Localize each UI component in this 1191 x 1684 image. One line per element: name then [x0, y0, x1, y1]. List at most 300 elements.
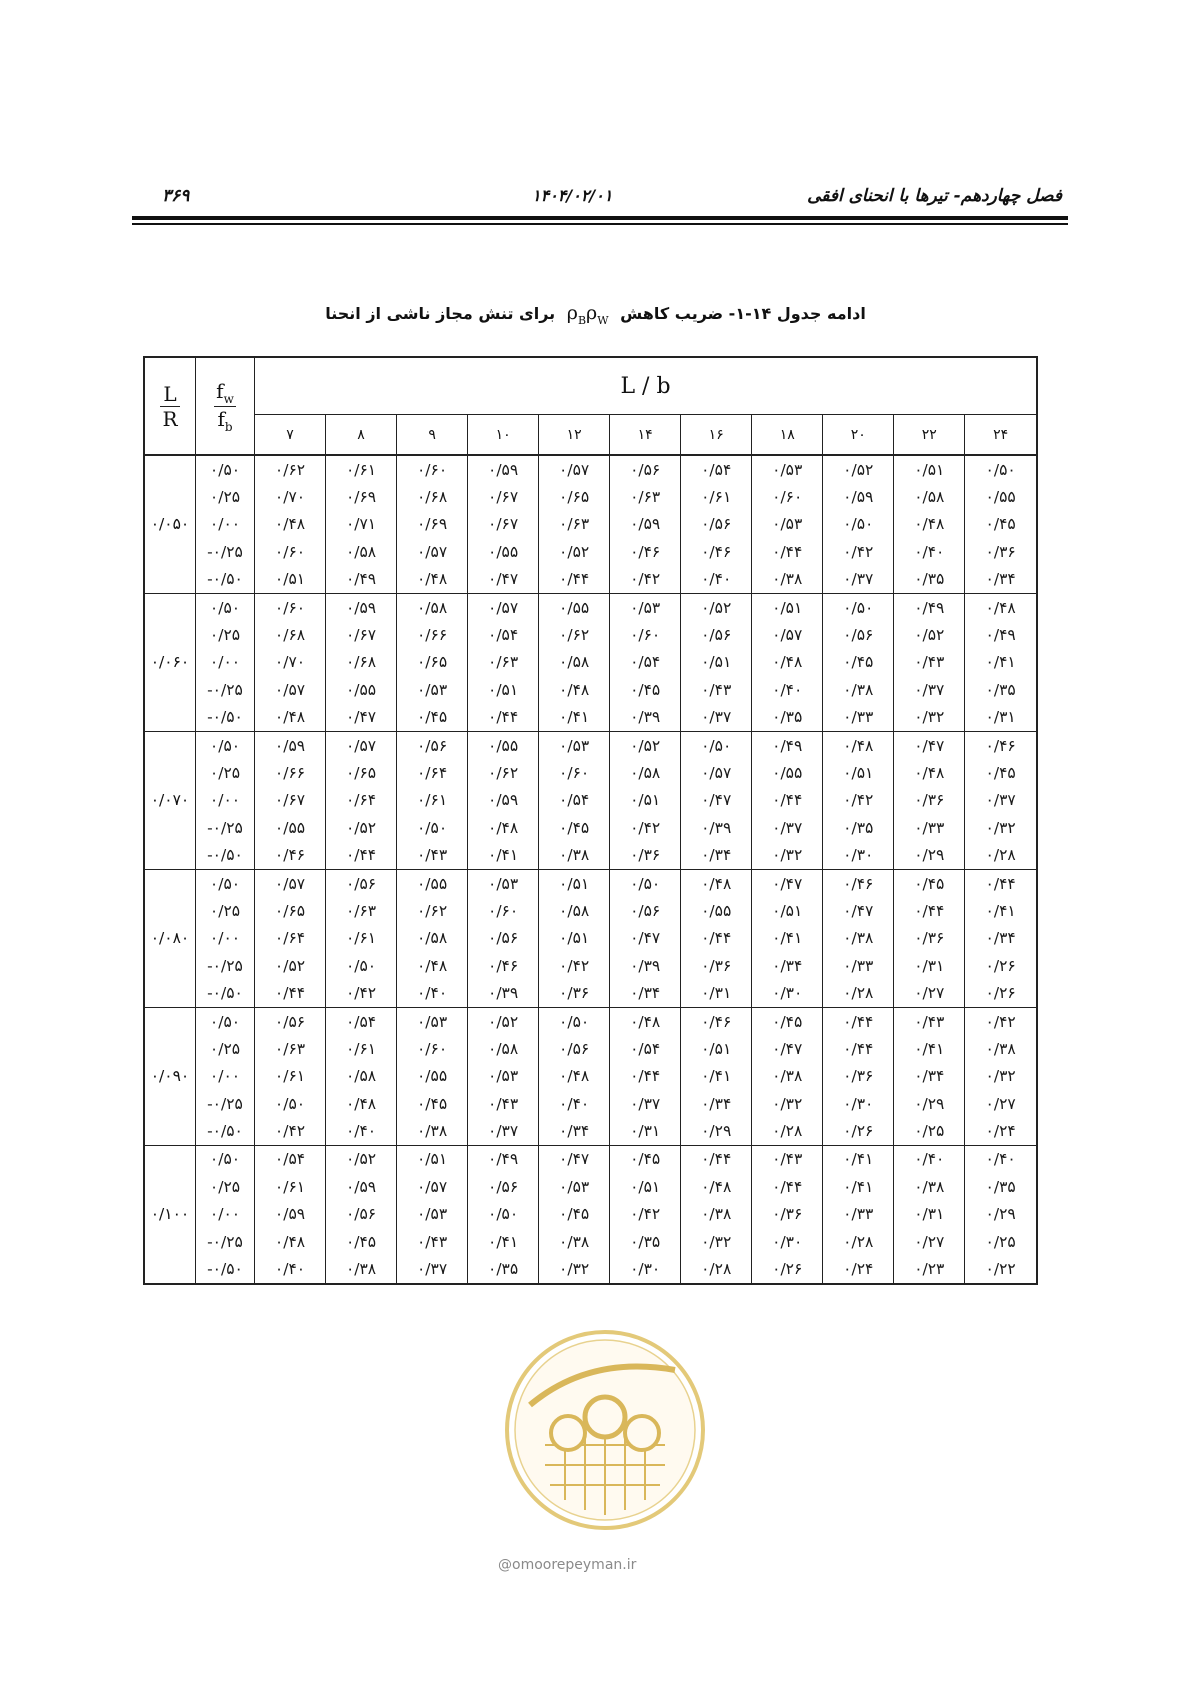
coefficient-cell: ۰/۴۷	[610, 925, 681, 952]
coefficient-cell: ۰/۴۲	[326, 979, 397, 1007]
coefficient-cell: ۰/۶۱	[326, 455, 397, 483]
coefficient-cell: ۰/۴۶	[468, 952, 539, 979]
caption-suffix: برای تنش مجاز ناشی از انحنا	[325, 304, 556, 323]
coefficient-cell: ۰/۵۷	[752, 621, 823, 648]
coefficient-cell: ۰/۵۱	[539, 869, 610, 897]
header-fw-over-fb: $\frac{f_w}{f_b}$	[196, 357, 255, 455]
fw-value: ۰/۵۰	[196, 1145, 255, 1173]
coefficient-cell: ۰/۲۴	[965, 1117, 1037, 1145]
coefficient-cell: ۰/۵۵	[326, 676, 397, 703]
coefficient-cell: ۰/۶۹	[397, 511, 468, 538]
coefficient-cell: ۰/۳۴	[894, 1063, 965, 1090]
coefficient-cell: ۰/۵۲	[326, 1145, 397, 1173]
coefficient-cell: ۰/۵۳	[539, 1173, 610, 1200]
table-row	[144, 538, 1037, 565]
coefficient-cell: ۰/۶۵	[326, 759, 397, 786]
coefficient-cell: ۰/۵۴	[539, 787, 610, 814]
coefficient-cell: ۰/۴۲	[610, 1201, 681, 1228]
table-row	[144, 1145, 1037, 1173]
watermark-logo	[500, 1325, 710, 1535]
coefficient-cell: ۰/۶۲	[539, 621, 610, 648]
coefficient-cell: ۰/۳۳	[823, 1201, 894, 1228]
coefficient-cell: ۰/۴۳	[397, 841, 468, 869]
coefficient-cell: ۰/۴۸	[681, 869, 752, 897]
coefficient-cell: ۰/۴۵	[752, 1007, 823, 1035]
coefficient-cell: ۰/۴۹	[326, 566, 397, 594]
coefficient-cell: ۰/۴۰	[397, 979, 468, 1007]
coefficient-cell: ۰/۲۶	[965, 979, 1037, 1007]
table-row	[144, 979, 1037, 1007]
coefficient-cell: ۰/۵۶	[326, 869, 397, 897]
coefficient-cell: ۰/۳۴	[681, 841, 752, 869]
coefficient-cell: ۰/۵۴	[610, 649, 681, 676]
column-header: ۱۰	[468, 415, 539, 456]
coefficient-cell: ۰/۵۸	[610, 759, 681, 786]
coefficient-cell: ۰/۴۲	[610, 814, 681, 841]
coefficient-cell: ۰/۳۸	[539, 1228, 610, 1255]
table-row	[144, 759, 1037, 786]
chapter-title: فصل چهاردهم- تیرها با انحنای افقی	[807, 186, 1062, 206]
coefficient-cell: ۰/۴۰	[965, 1145, 1037, 1173]
coefficient-cell: ۰/۴۴	[823, 1007, 894, 1035]
coefficient-cell: ۰/۴۶	[823, 869, 894, 897]
coefficient-cell: ۰/۴۲	[823, 787, 894, 814]
coefficient-cell: ۰/۵۲	[468, 1007, 539, 1035]
page-number: ۳۶۹	[162, 186, 190, 206]
coefficient-cell: ۰/۴۵	[965, 759, 1037, 786]
page-header	[132, 186, 1062, 216]
table-row	[144, 1228, 1037, 1255]
coefficient-cell: ۰/۵۶	[823, 621, 894, 648]
coefficient-cell: ۰/۵۳	[397, 676, 468, 703]
coefficient-cell: ۰/۶۲	[468, 759, 539, 786]
coefficient-cell: ۰/۵۸	[539, 897, 610, 924]
coefficient-cell: ۰/۴۸	[894, 759, 965, 786]
coefficient-cell: ۰/۲۶	[965, 952, 1037, 979]
watermark-site: @omoorepeyman.ir	[498, 1557, 637, 1573]
coefficient-cell: ۰/۴۷	[468, 566, 539, 594]
coefficient-cell: ۰/۴۸	[468, 814, 539, 841]
coefficient-cell: ۰/۵۷	[255, 869, 326, 897]
column-header: ۹	[397, 415, 468, 456]
coefficient-cell: ۰/۴۳	[894, 649, 965, 676]
fw-value: ۰/۰۰	[196, 511, 255, 538]
coefficient-cell: ۰/۳۰	[610, 1255, 681, 1283]
coefficient-cell: ۰/۴۱	[468, 1228, 539, 1255]
coefficient-cell: ۰/۵۵	[397, 1063, 468, 1090]
coefficient-cell: ۰/۵۸	[894, 483, 965, 510]
table-row	[144, 952, 1037, 979]
coefficient-cell: ۰/۴۷	[326, 704, 397, 732]
coefficient-cell: ۰/۳۲	[752, 1090, 823, 1117]
coefficient-cell: ۰/۵۵	[255, 814, 326, 841]
coefficient-cell: ۰/۶۰	[397, 1035, 468, 1062]
coefficient-cell: ۰/۶۲	[397, 897, 468, 924]
coefficient-cell: ۰/۴۸	[539, 1063, 610, 1090]
coefficient-cell: ۰/۴۴	[752, 538, 823, 565]
coefficient-cell: ۰/۴۷	[823, 897, 894, 924]
coefficient-cell: ۰/۵۶	[681, 511, 752, 538]
coefficient-cell: ۰/۶۰	[255, 538, 326, 565]
coefficient-cell: ۰/۳۸	[965, 1035, 1037, 1062]
coefficient-cell: ۰/۵۱	[468, 676, 539, 703]
coefficient-cell: ۰/۴۸	[397, 952, 468, 979]
coefficient-cell: ۰/۵۴	[255, 1145, 326, 1173]
coefficient-cell: ۰/۲۹	[894, 1090, 965, 1117]
coefficient-cell: ۰/۴۰	[894, 1145, 965, 1173]
coefficient-cell: ۰/۵۸	[326, 538, 397, 565]
coefficient-cell: ۰/۵۴	[468, 621, 539, 648]
table-row	[144, 621, 1037, 648]
coefficient-cell: ۰/۳۷	[752, 814, 823, 841]
coefficient-cell: ۰/۵۵	[965, 483, 1037, 510]
coefficient-cell: ۰/۳۸	[681, 1201, 752, 1228]
coefficient-cell: ۰/۵۴	[326, 1007, 397, 1035]
column-header-row	[144, 415, 1037, 456]
coefficient-cell: ۰/۵۷	[468, 593, 539, 621]
coefficient-cell: ۰/۴۷	[752, 869, 823, 897]
table-row	[144, 676, 1037, 703]
coefficient-cell: ۰/۵۷	[255, 676, 326, 703]
coefficient-cell: ۰/۵۱	[610, 787, 681, 814]
coefficient-cell: ۰/۳۷	[894, 676, 965, 703]
coefficient-cell: ۰/۲۶	[823, 1117, 894, 1145]
coefficient-cell: ۰/۳۱	[894, 952, 965, 979]
coefficient-cell: ۰/۵۸	[539, 649, 610, 676]
coefficient-cell: ۰/۳۸	[326, 1255, 397, 1283]
coefficient-cell: ۰/۳۴	[752, 952, 823, 979]
column-header: ۷	[255, 415, 326, 456]
coefficient-cell: ۰/۵۹	[468, 455, 539, 483]
coefficient-cell: ۰/۴۱	[823, 1173, 894, 1200]
coefficient-cell: ۰/۴۵	[965, 511, 1037, 538]
coefficient-cell: ۰/۴۲	[823, 538, 894, 565]
coefficient-cell: ۰/۵۳	[397, 1201, 468, 1228]
coefficient-cell: ۰/۵۹	[468, 787, 539, 814]
coefficient-cell: ۰/۴۸	[255, 1228, 326, 1255]
coefficient-cell: ۰/۵۱	[255, 566, 326, 594]
caption-prefix: ادامه جدول ۱۴-۱- ضریب کاهش	[620, 304, 866, 323]
coefficient-cell: ۰/۳۵	[752, 704, 823, 732]
coefficient-cell: ۰/۴۵	[539, 814, 610, 841]
coefficient-cell: ۰/۵۲	[539, 538, 610, 565]
coefficient-cell: ۰/۵۶	[610, 897, 681, 924]
coefficient-cell: ۰/۶۷	[255, 787, 326, 814]
coefficient-cell: ۰/۴۸	[752, 649, 823, 676]
coefficient-cell: ۰/۶۸	[397, 483, 468, 510]
coefficient-cell: ۰/۳۲	[752, 841, 823, 869]
fw-value: -۰/۲۵	[196, 814, 255, 841]
coefficient-cell: ۰/۲۲	[965, 1255, 1037, 1283]
coefficient-cell: ۰/۵۱	[681, 649, 752, 676]
coefficient-cell: ۰/۶۴	[326, 787, 397, 814]
coefficient-cell: ۰/۵۶	[681, 621, 752, 648]
coefficient-cell: ۰/۳۱	[610, 1117, 681, 1145]
coefficient-cell: ۰/۴۸	[255, 511, 326, 538]
coefficient-cell: ۰/۵۵	[681, 897, 752, 924]
coefficient-cell: ۰/۵۰	[823, 511, 894, 538]
coefficient-cell: ۰/۳۷	[823, 566, 894, 594]
coefficient-cell: ۰/۳۴	[965, 566, 1037, 594]
table-row	[144, 869, 1037, 897]
fw-value: ۰/۰۰	[196, 649, 255, 676]
coefficient-cell: ۰/۶۱	[326, 1035, 397, 1062]
coefficient-cell: ۰/۵۱	[397, 1145, 468, 1173]
coefficient-cell: ۰/۶۱	[255, 1173, 326, 1200]
fw-value: ۰/۰۰	[196, 1063, 255, 1090]
coefficient-cell: ۰/۴۹	[752, 731, 823, 759]
lr-value: ۰/۰۷۰	[144, 731, 196, 869]
table-row	[144, 1090, 1037, 1117]
coefficient-cell: ۰/۵۲	[255, 952, 326, 979]
coefficient-cell: ۰/۴۰	[326, 1117, 397, 1145]
coefficient-cell: ۰/۴۵	[894, 869, 965, 897]
coefficient-cell: ۰/۶۷	[326, 621, 397, 648]
coefficient-cell: ۰/۳۸	[823, 925, 894, 952]
coefficient-cell: ۰/۶۱	[681, 483, 752, 510]
coefficient-cell: ۰/۴۴	[681, 1145, 752, 1173]
fw-value: ۰/۰۰	[196, 925, 255, 952]
reduction-coefficient-table	[143, 356, 1038, 1285]
coefficient-cell: ۰/۲۴	[823, 1255, 894, 1283]
coefficient-cell: ۰/۴۲	[610, 566, 681, 594]
table-row	[144, 593, 1037, 621]
coefficient-cell: ۰/۲۹	[681, 1117, 752, 1145]
coefficient-cell: ۰/۶۰	[752, 483, 823, 510]
fw-value: ۰/۰۰	[196, 1201, 255, 1228]
coefficient-cell: ۰/۳۴	[965, 925, 1037, 952]
coefficient-cell: ۰/۶۳	[610, 483, 681, 510]
coefficient-cell: ۰/۴۳	[468, 1090, 539, 1117]
coefficient-cell: ۰/۵۳	[397, 1007, 468, 1035]
coefficient-cell: ۰/۶۰	[539, 759, 610, 786]
coefficient-cell: ۰/۴۲	[965, 1007, 1037, 1035]
fw-value: ۰/۵۰	[196, 593, 255, 621]
coefficient-cell: ۰/۵۱	[752, 897, 823, 924]
fw-value: ۰/۰۰	[196, 787, 255, 814]
coefficient-cell: ۰/۲۶	[752, 1255, 823, 1283]
coefficient-cell: ۰/۴۰	[681, 566, 752, 594]
coefficient-cell: ۰/۳۵	[965, 1173, 1037, 1200]
table-row	[144, 1201, 1037, 1228]
coefficient-cell: ۰/۴۹	[965, 621, 1037, 648]
coefficient-cell: ۰/۴۶	[610, 538, 681, 565]
table-row	[144, 925, 1037, 952]
coefficient-cell: ۰/۶۸	[255, 621, 326, 648]
coefficient-cell: ۰/۵۹	[255, 1201, 326, 1228]
fw-value: -۰/۲۵	[196, 538, 255, 565]
coefficient-cell: ۰/۵۸	[468, 1035, 539, 1062]
coefficient-cell: ۰/۴۲	[255, 1117, 326, 1145]
coefficient-cell: ۰/۵۶	[326, 1201, 397, 1228]
coefficient-cell: ۰/۵۱	[894, 455, 965, 483]
coefficient-cell: ۰/۴۸	[326, 1090, 397, 1117]
coefficient-cell: ۰/۳۹	[610, 952, 681, 979]
coefficient-cell: ۰/۳۲	[965, 814, 1037, 841]
table-row	[144, 787, 1037, 814]
coefficient-cell: ۰/۳۷	[681, 704, 752, 732]
coefficient-cell: ۰/۴۵	[539, 1201, 610, 1228]
fw-value: ۰/۲۵	[196, 621, 255, 648]
coefficient-cell: ۰/۵۷	[681, 759, 752, 786]
coefficient-cell: ۰/۵۸	[397, 925, 468, 952]
coefficient-cell: ۰/۳۲	[894, 704, 965, 732]
lr-value: ۰/۰۵۰	[144, 455, 196, 593]
coefficient-cell: ۰/۴۶	[681, 1007, 752, 1035]
coefficient-cell: ۰/۳۷	[468, 1117, 539, 1145]
column-header: ۱۶	[681, 415, 752, 456]
fw-value: ۰/۵۰	[196, 869, 255, 897]
coefficient-cell: ۰/۲۷	[965, 1090, 1037, 1117]
coefficient-cell: ۰/۵۶	[539, 1035, 610, 1062]
coefficient-cell: ۰/۵۹	[255, 731, 326, 759]
coefficient-cell: ۰/۵۰	[468, 1201, 539, 1228]
coefficient-cell: ۰/۵۵	[468, 538, 539, 565]
fw-value: -۰/۵۰	[196, 566, 255, 594]
coefficient-cell: ۰/۵۵	[539, 593, 610, 621]
coefficient-cell: ۰/۳۵	[894, 566, 965, 594]
coefficient-cell: ۰/۳۶	[681, 952, 752, 979]
coefficient-cell: ۰/۳۵	[965, 676, 1037, 703]
lr-value: ۰/۰۸۰	[144, 869, 196, 1007]
fw-value: -۰/۲۵	[196, 1090, 255, 1117]
coefficient-cell: ۰/۵۰	[397, 814, 468, 841]
coefficient-cell: ۰/۴۴	[326, 841, 397, 869]
header-l-over-r: $\frac{L}{R}$	[144, 357, 196, 455]
coefficient-cell: ۰/۴۴	[610, 1063, 681, 1090]
coefficient-cell: ۰/۶۷	[468, 483, 539, 510]
coefficient-cell: ۰/۴۸	[681, 1173, 752, 1200]
coefficient-cell: ۰/۴۵	[397, 1090, 468, 1117]
coefficient-cell: ۰/۴۵	[823, 649, 894, 676]
coefficient-cell: ۰/۶۱	[397, 787, 468, 814]
coefficient-cell: ۰/۷۱	[326, 511, 397, 538]
coefficient-cell: ۰/۴۴	[823, 1035, 894, 1062]
coefficient-cell: ۰/۳۶	[539, 979, 610, 1007]
coefficient-cell: ۰/۳۹	[610, 704, 681, 732]
coefficient-cell: ۰/۳۰	[752, 1228, 823, 1255]
coefficient-cell: ۰/۴۰	[752, 676, 823, 703]
coefficient-cell: ۰/۳۱	[965, 704, 1037, 732]
coefficient-cell: ۰/۵۴	[681, 455, 752, 483]
coefficient-cell: ۰/۵۹	[610, 511, 681, 538]
coefficient-cell: ۰/۴۱	[965, 649, 1037, 676]
table-row	[144, 511, 1037, 538]
coefficient-cell: ۰/۶۵	[255, 897, 326, 924]
coefficient-cell: ۰/۵۱	[539, 925, 610, 952]
coefficient-cell: ۰/۴۱	[894, 1035, 965, 1062]
coefficient-cell: ۰/۴۴	[752, 787, 823, 814]
coefficient-cell: ۰/۵۶	[397, 731, 468, 759]
fw-value: ۰/۲۵	[196, 1035, 255, 1062]
coefficient-cell: ۰/۵۶	[610, 455, 681, 483]
fw-value: -۰/۵۰	[196, 979, 255, 1007]
coefficient-cell: ۰/۲۳	[894, 1255, 965, 1283]
coefficient-cell: ۰/۳۷	[397, 1255, 468, 1283]
coefficient-cell: ۰/۵۰	[965, 455, 1037, 483]
table-row	[144, 731, 1037, 759]
fw-value: ۰/۲۵	[196, 483, 255, 510]
coefficient-cell: ۰/۴۱	[468, 841, 539, 869]
coefficient-cell: ۰/۴۸	[397, 566, 468, 594]
coefficient-cell: ۰/۵۰	[255, 1090, 326, 1117]
coefficient-cell: ۰/۴۶	[965, 731, 1037, 759]
coefficient-cell: ۰/۳۸	[894, 1173, 965, 1200]
header-date: ۱۴۰۴/۰۲/۰۱	[532, 186, 613, 205]
coefficient-cell: ۰/۳۳	[894, 814, 965, 841]
rho-symbol: $\rho_B\rho_W$	[566, 302, 609, 327]
coefficient-cell: ۰/۵۲	[610, 731, 681, 759]
coefficient-cell: ۰/۴۳	[397, 1228, 468, 1255]
coefficient-cell: ۰/۴۸	[255, 704, 326, 732]
table-row	[144, 897, 1037, 924]
coefficient-cell: ۰/۳۱	[681, 979, 752, 1007]
coefficient-cell: ۰/۳۴	[681, 1090, 752, 1117]
column-header: ۸	[326, 415, 397, 456]
coefficient-cell: ۰/۲۷	[894, 1228, 965, 1255]
coefficient-cell: ۰/۶۰	[255, 593, 326, 621]
coefficient-cell: ۰/۳۸	[752, 566, 823, 594]
coefficient-cell: ۰/۳۰	[823, 1090, 894, 1117]
coefficient-cell: ۰/۴۰	[255, 1255, 326, 1283]
coefficient-cell: ۰/۴۱	[681, 1063, 752, 1090]
lr-value: ۰/۰۶۰	[144, 593, 196, 731]
coefficient-cell: ۰/۴۷	[894, 731, 965, 759]
coefficient-cell: ۰/۵۱	[823, 759, 894, 786]
coefficient-cell: ۰/۴۰	[539, 1090, 610, 1117]
fw-value: -۰/۲۵	[196, 952, 255, 979]
fw-value: -۰/۲۵	[196, 1228, 255, 1255]
coefficient-cell: ۰/۲۵	[965, 1228, 1037, 1255]
coefficient-cell: ۰/۴۳	[752, 1145, 823, 1173]
header-rule-thin	[132, 223, 1068, 225]
coefficient-cell: ۰/۵۳	[752, 455, 823, 483]
coefficient-cell: ۰/۶۴	[397, 759, 468, 786]
coefficient-cell: ۰/۵۲	[681, 593, 752, 621]
coefficient-cell: ۰/۳۲	[965, 1063, 1037, 1090]
coefficient-cell: ۰/۵۸	[326, 1063, 397, 1090]
coefficient-cell: ۰/۴۱	[823, 1145, 894, 1173]
column-header: ۱۸	[752, 415, 823, 456]
coefficient-cell: ۰/۳۶	[894, 787, 965, 814]
coefficient-cell: ۰/۳۲	[681, 1228, 752, 1255]
coefficient-cell: ۰/۳۶	[894, 925, 965, 952]
coefficient-cell: ۰/۲۷	[894, 979, 965, 1007]
coefficient-cell: ۰/۳۷	[965, 787, 1037, 814]
coefficient-cell: ۰/۷۰	[255, 649, 326, 676]
coefficient-cell: ۰/۴۴	[752, 1173, 823, 1200]
table-row	[144, 455, 1037, 483]
coefficient-cell: ۰/۳۶	[752, 1201, 823, 1228]
coefficient-cell: ۰/۴۳	[681, 676, 752, 703]
coefficient-cell: ۰/۲۸	[681, 1255, 752, 1283]
coefficient-cell: ۰/۵۳	[468, 869, 539, 897]
coefficient-cell: ۰/۲۸	[965, 841, 1037, 869]
coefficient-cell: ۰/۴۸	[610, 1007, 681, 1035]
coefficient-cell: ۰/۵۸	[397, 593, 468, 621]
table-row	[144, 1255, 1037, 1283]
coefficient-cell: ۰/۴۹	[468, 1145, 539, 1173]
coefficient-cell: ۰/۴۴	[894, 897, 965, 924]
coefficient-cell: ۰/۵۳	[610, 593, 681, 621]
coefficient-cell: ۰/۵۵	[397, 869, 468, 897]
table-row	[144, 1007, 1037, 1035]
coefficient-cell: ۰/۴۵	[610, 1145, 681, 1173]
coefficient-cell: ۰/۴۸	[823, 731, 894, 759]
coefficient-cell: ۰/۳۹	[468, 979, 539, 1007]
table-row	[144, 841, 1037, 869]
coefficient-cell: ۰/۴۰	[894, 538, 965, 565]
